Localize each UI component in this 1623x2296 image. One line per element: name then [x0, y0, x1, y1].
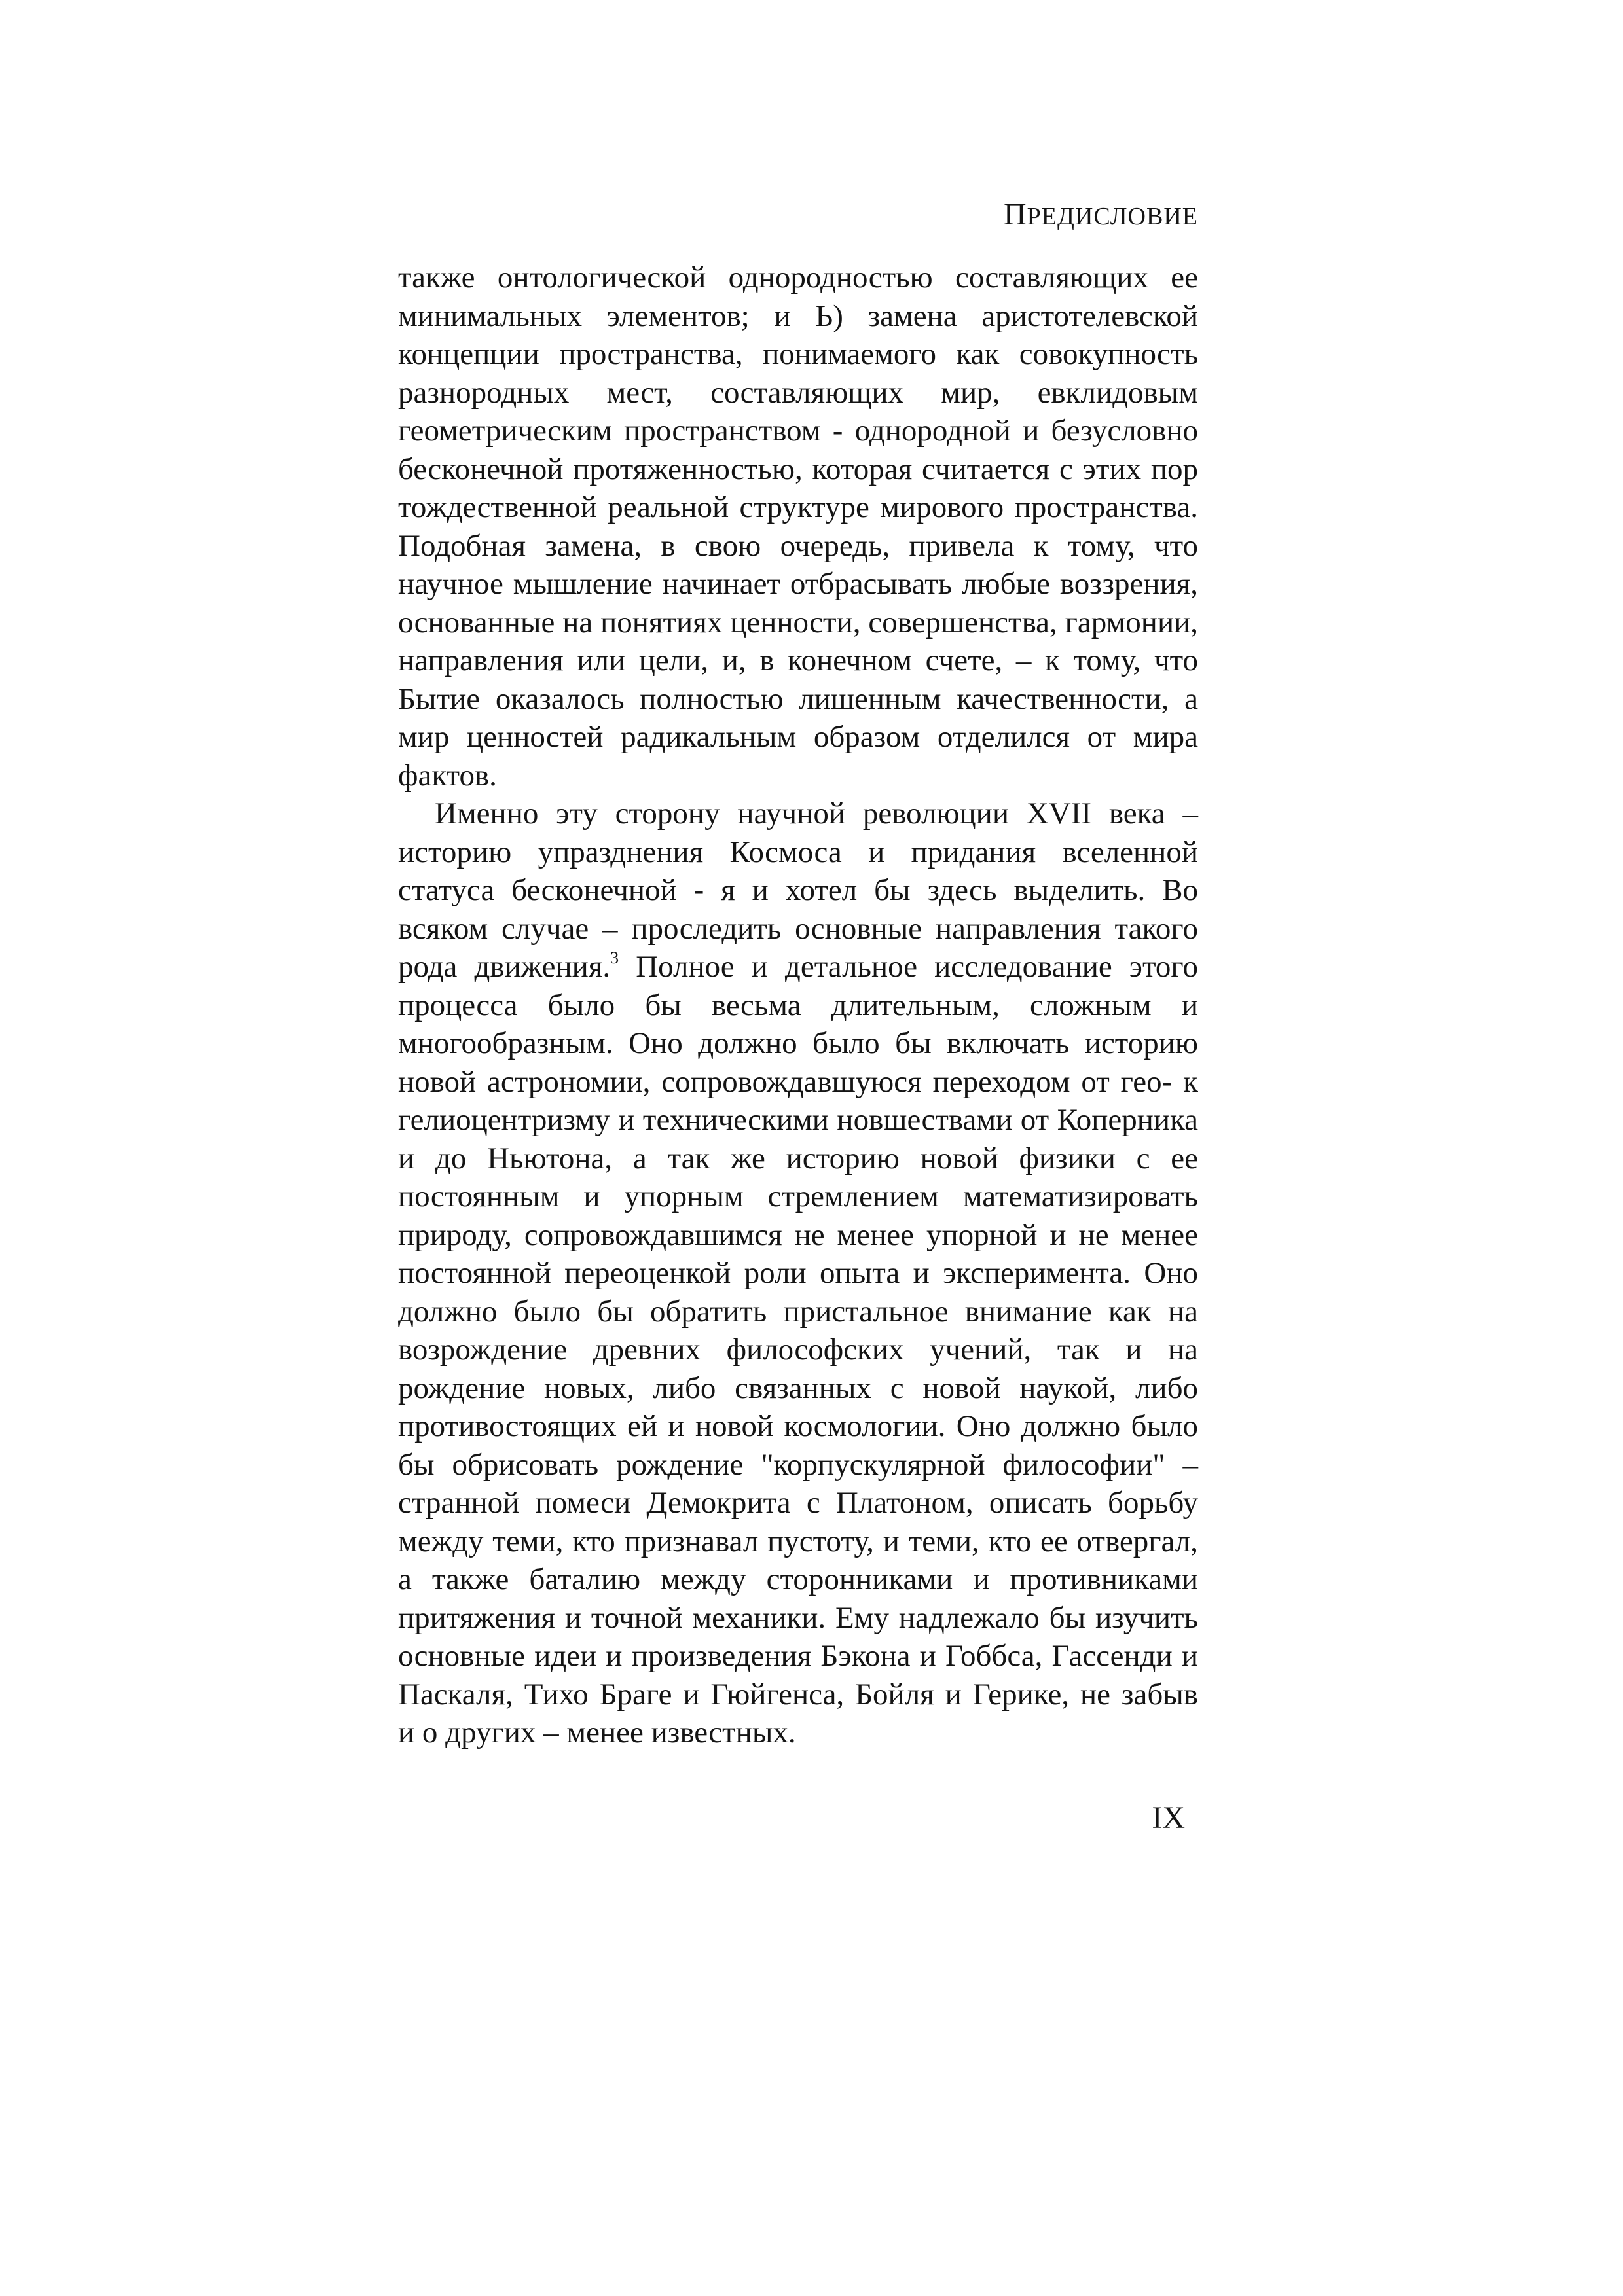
- text-line: тождественной реальной структуре мирового пространства.: [398, 490, 1198, 524]
- text-line: направления или цели, и, в конечном счете, – к тому, что: [398, 643, 1198, 677]
- text-line: и о других – менее известных.: [398, 1715, 796, 1749]
- text-line: странной помеси Демокрита с Платоном, описать борьбу: [398, 1486, 1198, 1520]
- text-line: возрождение древних философских учений, так и на: [398, 1333, 1198, 1367]
- text-line: рождение новых, либо связанных с новой наукой, либо: [398, 1371, 1198, 1405]
- paragraph-2: [398, 795, 1198, 1752]
- text-line: постоянной переоценкой роли опыта и эксперимента. Оно: [398, 1256, 1198, 1290]
- text-line: между теми, кто признавал пустоту, и теми, кто ее отвергал,: [398, 1524, 1198, 1558]
- body-text: [398, 259, 1198, 1752]
- text-line: концепции пространства, понимаемого как совокупность: [398, 337, 1198, 371]
- running-head-initial: П: [1004, 197, 1027, 232]
- text-line: основные идеи и произведения Бэкона и Гоббса, Гассенди и: [398, 1639, 1198, 1673]
- text-line: природу, сопровождавшимся не менее упорной и не менее: [398, 1217, 1198, 1252]
- text-line: Подобная замена, в свою очередь, привела к тому, что: [398, 528, 1198, 563]
- footnote-reference[interactable]: 3: [610, 948, 619, 967]
- text-line: всяком случае – проследить основные направления такого: [398, 911, 1198, 946]
- text-line: также онтологической однородностью составляющих ее: [398, 260, 1198, 295]
- text-line: бы обрисовать рождение "корпускулярной философии" –: [398, 1447, 1198, 1482]
- running-head-rest: РЕДИСЛОВИЕ: [1027, 203, 1198, 230]
- text-line-with-footnote: [398, 948, 1198, 986]
- text-line: научное мышление начинает отбрасывать любые воззрения,: [398, 567, 1198, 601]
- text-line: бесконечной протяженностью, которая считается с этих пор: [398, 452, 1198, 486]
- text-line: притяжения и точной механики. Ему надлежало бы изучить: [398, 1600, 1198, 1635]
- text-line: разнородных мест, составляющих мир, евклидовым: [398, 375, 1198, 410]
- text-line: фактов.: [398, 758, 497, 793]
- paragraph-1: [398, 259, 1198, 795]
- text-line: новой астрономии, сопровождавшуюся переходом от гео- к: [398, 1064, 1198, 1099]
- text-line: и до Ньютона, а так же историю новой физики с ее: [398, 1141, 1198, 1175]
- text-line: должно было бы обратить пристальное внимание как на: [398, 1294, 1198, 1329]
- text-line: а также баталию между сторонниками и противниками: [398, 1562, 1198, 1596]
- text-line: геометрическим пространством - однородной и безусловно: [398, 414, 1198, 448]
- text-line: статуса бесконечной - я и хотел бы здесь выделить. Во: [398, 873, 1198, 907]
- text-line: историю упразднения Космоса и придания вселенной: [398, 834, 1198, 869]
- text-line: Именно эту сторону научной революции XVII века –: [435, 797, 1198, 831]
- text-line: многообразным. Оно должно было бы включать историю: [398, 1026, 1198, 1060]
- text-line: противостоящих ей и новой космологии. Оно должно было: [398, 1409, 1198, 1443]
- text-line: Паскаля, Тихо Браге и Гюйгенса, Бойля и Герике, не забыв: [398, 1677, 1198, 1712]
- text-line: минимальных элементов; и Ь) замена аристотелевской: [398, 298, 1198, 333]
- text-line: процесса было бы весьма длительным, сложным и: [398, 988, 1198, 1022]
- text-line: постоянным и упорным стремлением математизировать: [398, 1179, 1198, 1213]
- text-segment: рода движения.: [398, 950, 611, 984]
- text-line: Бытие оказалось полностью лишенным качественности, а: [398, 681, 1198, 716]
- text-line: мир ценностей радикальным образом отделился от мира: [398, 720, 1198, 754]
- page-number: IX: [1152, 1801, 1185, 1835]
- text-segment: Полное и детальное исследование этого: [619, 950, 1198, 984]
- text-line: гелиоцентризму и техническими новшествами от Коперника: [398, 1103, 1198, 1137]
- text-line: основанные на понятиях ценности, совершенства, гармонии,: [398, 605, 1198, 639]
- running-head: [1002, 195, 1198, 236]
